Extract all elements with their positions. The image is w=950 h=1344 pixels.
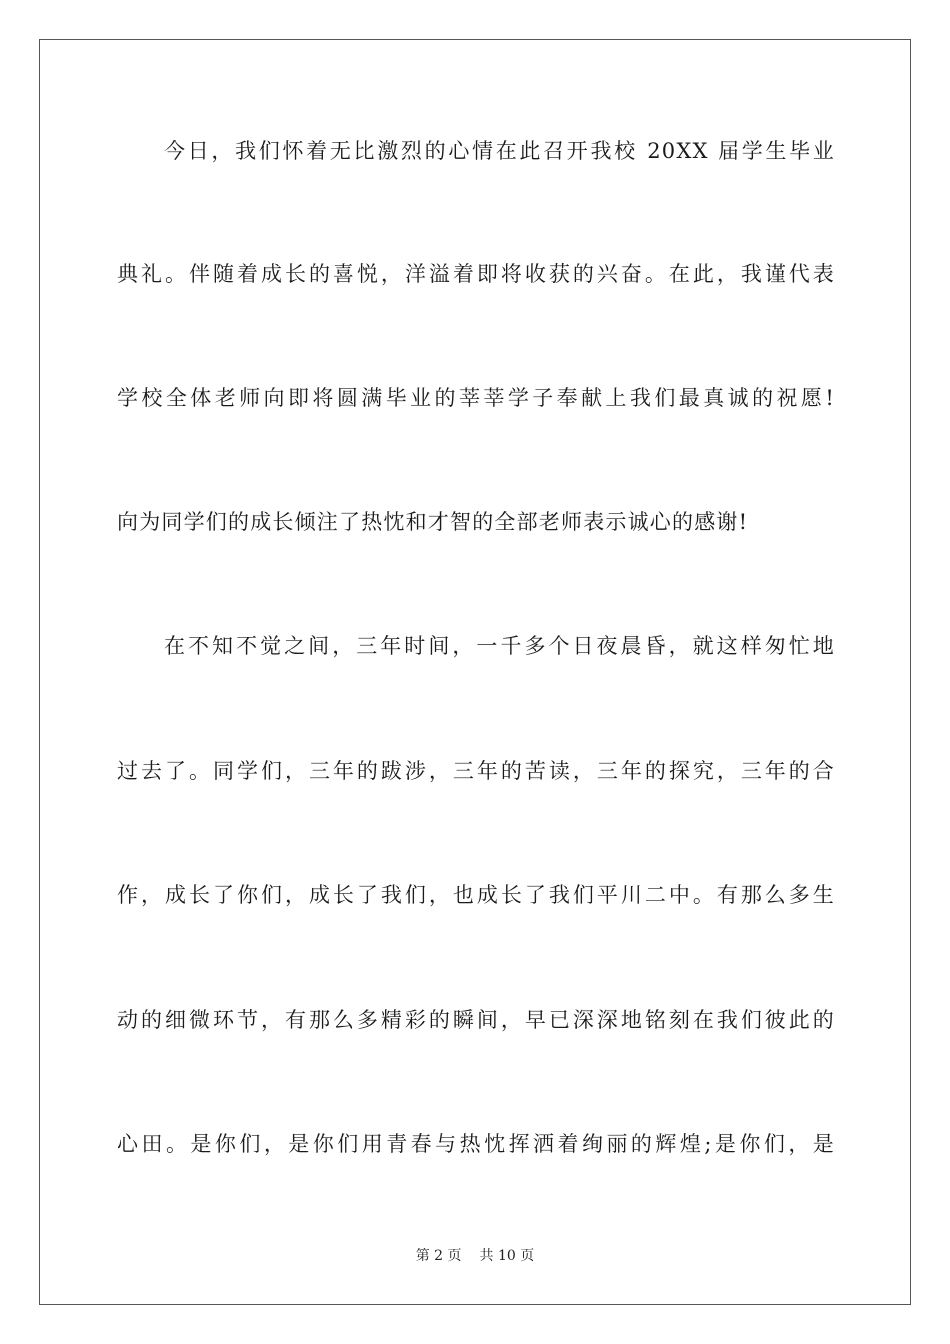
paragraph-2-line-3: 作，成长了你们，成长了我们，也成长了我们平川二中。有那么多生 — [117, 883, 835, 907]
page-border — [39, 39, 911, 1305]
paragraph-1-line-4: 向为同学们的成长倾注了热忱和才智的全部老师表示诚心的感谢! — [117, 510, 749, 534]
page-footer — [0, 1246, 950, 1266]
paragraph-2-line-1: 在不知不觉之间，三年时间，一千多个日夜晨昏，就这样匆忙地 — [164, 634, 835, 658]
page-number: 第 2 页 — [415, 1248, 462, 1264]
paragraph-2-line-4: 动的细微环节，有那么多精彩的瞬间，早已深深地铭刻在我们彼此的 — [117, 1008, 835, 1032]
paragraph-2-line-5: 心田。是你们，是你们用青春与热忱挥洒着绚丽的辉煌;是你们，是 — [117, 1132, 835, 1156]
paragraph-1-line-1: 今日，我们怀着无比激烈的心情在此召开我校 20XX 届学生毕业 — [164, 139, 835, 163]
page-total: 共 10 页 — [479, 1248, 535, 1264]
paragraph-1-line-2: 典礼。伴随着成长的喜悦，洋溢着即将收获的兴奋。在此，我谨代表 — [117, 262, 835, 286]
paragraph-1-line-3: 学校全体老师向即将圆满毕业的莘莘学子奉献上我们最真诚的祝愿! — [117, 386, 835, 410]
paragraph-2-line-2: 过去了。同学们，三年的跋涉，三年的苦读，三年的探究，三年的合 — [117, 759, 835, 783]
